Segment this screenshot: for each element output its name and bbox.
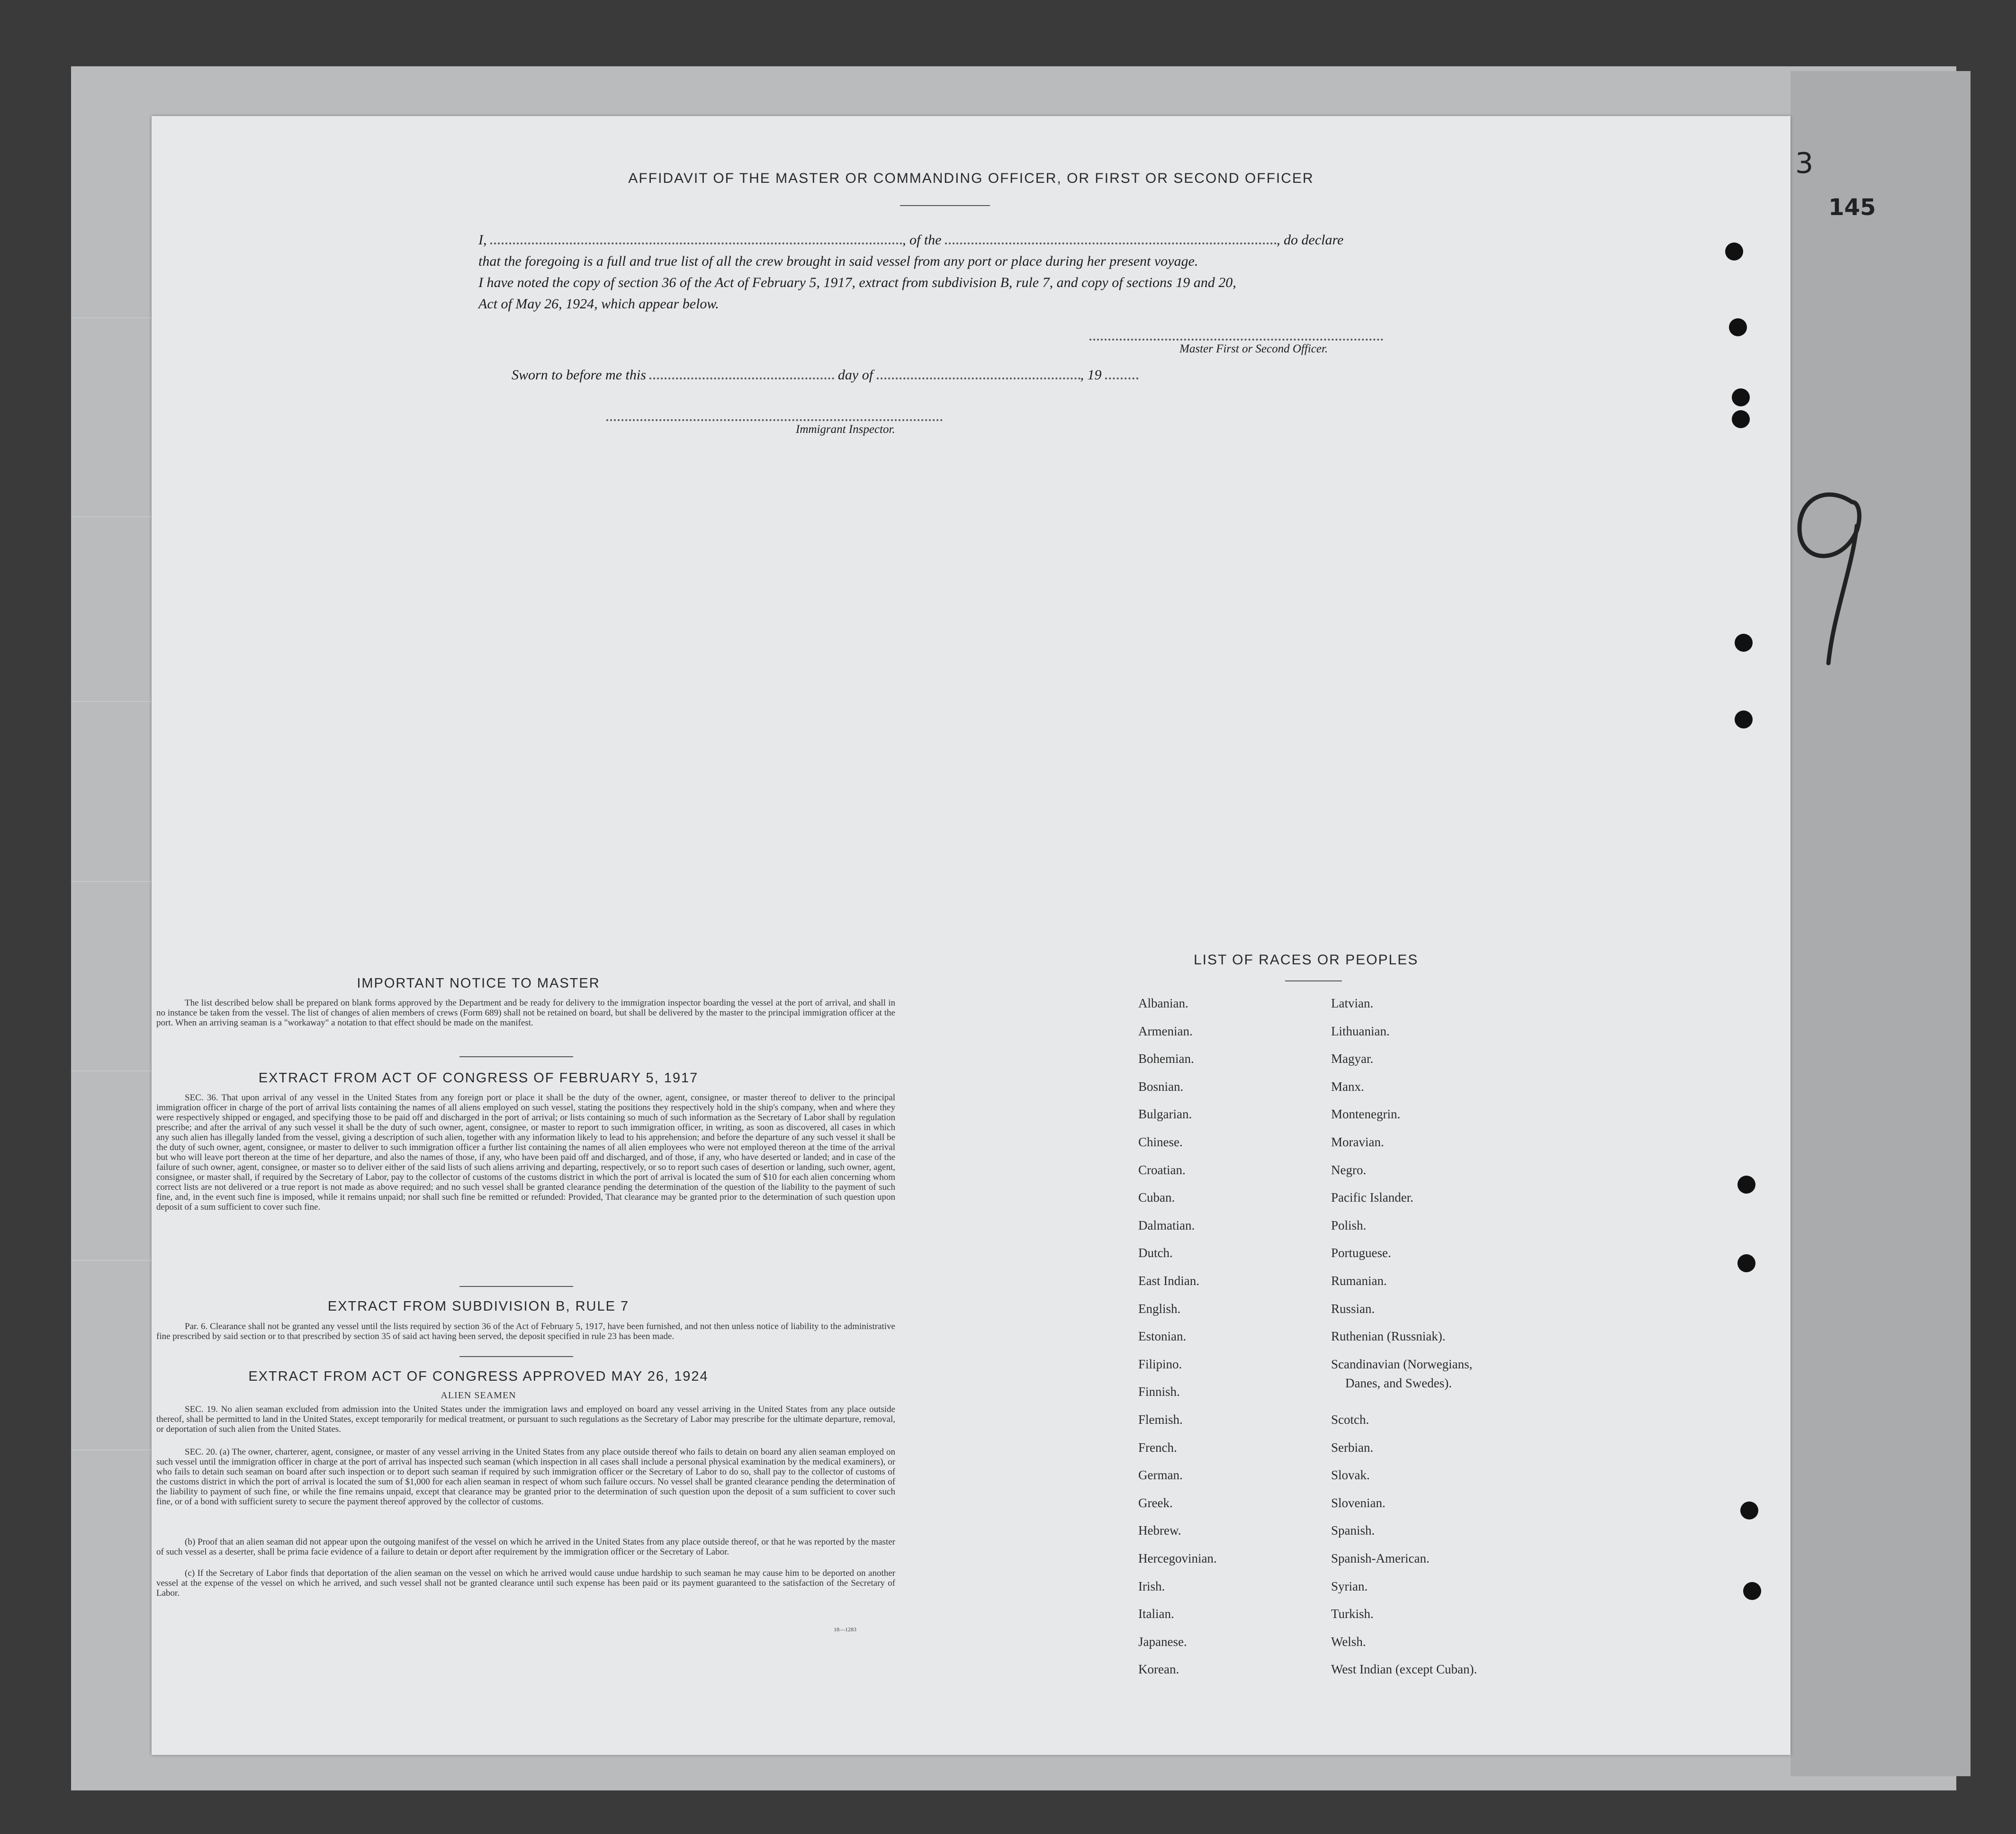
back-sheet-edge xyxy=(1791,71,1971,1776)
sec20a-text: SEC. 20. (a) The owner, charterer, agent, consignee, or master of any vessel arriving in the United States from any place outside thereof who fails to detain on board any alien seaman employed on such vessel until the immigration officer in charge at the port of arrival has inspected such seaman (which inspection in all cases shall include a personal physical examination by the medical examiners), or who fails to detain such seaman on board after such inspection or to deport such seaman if required by such immigration officer or the Secretary of Labor to do so, shall pay to the collector of customs of the customs district in which the port of arrival is located the sum of $1,000 for each alien seaman in respect of whom such failure occurs. No vessel shall be granted clearance pending the determination of the liability to payment of such fine, or while the fine remains unpaid, except that clearance may be granted prior to the determination of such question upon the deposit of a sum sufficient to cover such fine, or of a bond with sufficient surety to secure the payment thereof approved by the collector of customs. xyxy=(156,1447,895,1507)
binder-hole xyxy=(1737,1176,1755,1194)
race-item: Korean. xyxy=(1138,1662,1179,1677)
ruled-line xyxy=(71,1070,156,1071)
sworn-line xyxy=(512,367,1138,383)
binder-hole xyxy=(1735,634,1753,652)
vessel-blank[interactable] xyxy=(945,243,1277,244)
race-item: Italian. xyxy=(1138,1607,1174,1621)
race-item: Filipino. xyxy=(1138,1357,1182,1371)
ruled-line xyxy=(71,701,156,702)
race-item: Moravian. xyxy=(1331,1135,1384,1149)
binder-hole xyxy=(1743,1582,1761,1600)
race-item: Japanese. xyxy=(1138,1634,1187,1649)
race-item: Dutch. xyxy=(1138,1246,1173,1260)
subdivision-b-text: Par. 6. Clearance shall not be granted any vessel until the lists required by section 36 of the Act of February 5, 1917, have been furnished, and not then unless notice of liability to the administrative fine prescribed by said section or to that prescribed by section 35 of said act having been served, the deposit specified in rule 23 has been made. xyxy=(156,1322,895,1341)
races-title: LIST OF RACES OR PEOPLES xyxy=(1194,952,1419,968)
section-divider xyxy=(459,1286,573,1287)
sec20b-text: (b) Proof that an alien seaman did not appear upon the outgoing manifest of the vessel on which he arrived in the United States from any place outside thereof, or that he was reported by the master of such vessel as a deserter, shall be prima facie evidence of a failure to detain or deport after requirement by the immigration officer or the Secretary of Labor. xyxy=(156,1537,895,1557)
race-item: Greek. xyxy=(1138,1495,1173,1510)
ruled-line xyxy=(71,1260,156,1261)
sworn-year-blank[interactable] xyxy=(1105,378,1138,379)
race-item: Russian. xyxy=(1331,1301,1375,1316)
race-item: Finnish. xyxy=(1138,1384,1180,1399)
sec19-text: SEC. 19. No alien seaman excluded from admission into the United States under the immigration laws and employed on board any vessel arriving in the United States from any place outside thereof, shall be permitted to land in the United States, except temporarily for medical treatment, or pursuant to such regulations as the Secretary of Labor may prescribe for the ultimate departure, removal, or deportation of such alien from the United States. xyxy=(156,1404,895,1434)
section-divider xyxy=(459,1056,573,1057)
race-item: Negro. xyxy=(1331,1162,1367,1177)
affidavit-line-4: Act of May 26, 1924, which appear below. xyxy=(478,296,719,312)
race-item: East Indian. xyxy=(1138,1274,1199,1288)
extract-1917-title: EXTRACT FROM ACT OF CONGRESS OF FEBRUARY 5, 1917 xyxy=(258,1070,699,1086)
race-item-continuation: Danes, and Swedes). xyxy=(1345,1376,1452,1390)
master-signature-label: Master First or Second Officer. xyxy=(1179,342,1328,355)
race-item: English. xyxy=(1138,1301,1181,1316)
name-blank[interactable] xyxy=(490,243,902,244)
race-item: Serbian. xyxy=(1331,1440,1374,1455)
race-item: Latvian. xyxy=(1331,996,1374,1010)
sworn-text: Sworn to before me this xyxy=(512,367,646,383)
page-number: 145 xyxy=(1828,194,1876,221)
race-item: Hercegovinian. xyxy=(1138,1551,1217,1565)
race-item: Scandinavian (Norwegians, xyxy=(1331,1357,1473,1371)
race-item: French. xyxy=(1138,1440,1177,1455)
race-item: Irish. xyxy=(1138,1579,1165,1593)
extract-1917-text: SEC. 36. That upon arrival of any vessel in the United States from any foreign port or place it shall be the duty of the owner, agent, consignee, or master thereof to deliver to the principal immigration officer in charge of the port of arrival lists containing the names of all aliens employed on such vessel, stating the positions they respectively hold in the ship's company, when and where they were respectively shipped or engaged, and specifying those to be paid off and discharged in the port of arrival; or lists containing so much of such information as the Secretary of Labor shall by regulation prescribe; and after the arrival of any such vessel it shall be the duty of such owner, agent, consignee, or master to report to such immigration officer, in writing, as soon as discovered, all cases in which any such alien has illegally landed from the vessel, giving a description of such alien, together with any information likely to lead to his apprehension; and before the departure of any such vessel it shall be the duty of such owner, agent, consignee, or master to deliver to such immigration officer a further list containing the names of all alien employees who were not employed thereon at the time of the arrival but who will leave port thereon at the time of her departure, and also the names of those, if any, who have been paid off and discharged, and of those, if any, who have deserted or landed; and in case of the failure of such owner, agent, consignee, or master so to deliver either of the said lists of such aliens arriving and departing, respectively, or so to report such cases of desertion or landing, such owner, agent, consignee, or master shall, if required by the Secretary of Labor, pay to the collector of customs of the customs district in which the port of arrival is located the sum of $10 for each alien concerning whom correct lists are not delivered or a true report is not made as above required; and no such vessel shall be granted clearance pending the determination of the question of the liability to the payment of such fine, and, in the event such fine is imposed, while it remains unpaid; nor shall such fine be remitted or refunded: Provided, That clearance may be granted prior to the determination of such question upon deposit of a sum sufficient to cover such fine. xyxy=(156,1093,895,1212)
race-item: Montenegrin. xyxy=(1331,1107,1401,1122)
race-item: Chinese. xyxy=(1138,1135,1183,1149)
binder-hole xyxy=(1725,243,1743,261)
notice-text: The list described below shall be prepared on blank forms approved by the Department and be ready for delivery to the immigration inspector boarding the vessel at the port of arrival, and shall in no instance be taken from the vessel. The list of changes of alien members of crews (Form 689) shall not be retained on board, but shall be delivered by the master to the principal immigration officer at the port. When an arriving seaman is a "workaway" a notation to that effect should be made on the manifest. xyxy=(156,998,895,1028)
binder-hole xyxy=(1732,388,1750,406)
form-number: 18—1283 xyxy=(834,1626,856,1633)
race-item: Lithuanian. xyxy=(1331,1024,1390,1038)
ruled-line xyxy=(71,1449,156,1450)
ruled-line xyxy=(71,881,156,882)
race-item: Bosnian. xyxy=(1138,1079,1184,1094)
race-item: Welsh. xyxy=(1331,1634,1366,1649)
affidavit-line-3: I have noted the copy of section 36 of the Act of February 5, 1917, extract from subdivision B, rule 7, and copy of sections 19 and 20, xyxy=(478,275,1236,290)
race-item: Albanian. xyxy=(1138,996,1188,1010)
sworn-month-blank[interactable] xyxy=(877,378,1080,379)
subdivision-b-title: EXTRACT FROM SUBDIVISION B, RULE 7 xyxy=(327,1299,630,1314)
race-item: Hebrew. xyxy=(1138,1523,1181,1538)
race-item: Armenian. xyxy=(1138,1024,1193,1038)
affidavit-line-2: that the foregoing is a full and true list of all the crew brought in said vessel from any port or place during her present voyage. xyxy=(478,253,1198,269)
binder-hole xyxy=(1740,1501,1758,1519)
race-item: Dalmatian. xyxy=(1138,1218,1195,1232)
handwritten-nine-mark xyxy=(1781,474,1885,673)
binder-hole xyxy=(1729,318,1747,336)
sworn-day-blank[interactable] xyxy=(649,378,834,379)
race-item: Turkish. xyxy=(1331,1607,1374,1621)
race-item: Spanish-American. xyxy=(1331,1551,1430,1565)
hand-mark: 3 xyxy=(1795,147,1814,180)
day-of-text: day of xyxy=(837,367,873,383)
inspector-signature-blank[interactable] xyxy=(606,419,943,421)
extract-1924-title: EXTRACT FROM ACT OF CONGRESS APPROVED MAY 26, 1924 xyxy=(248,1369,709,1384)
form-page xyxy=(152,116,1791,1755)
affidavit-of-the: , of the xyxy=(902,232,942,248)
year-prefix: , 19 xyxy=(1080,367,1102,383)
affidavit-declare: , do declare xyxy=(1277,232,1344,248)
race-item: Ruthenian (Russniak). xyxy=(1331,1329,1446,1344)
race-item: Slovak. xyxy=(1331,1468,1370,1483)
race-item: Bulgarian. xyxy=(1138,1107,1192,1122)
binder-hole xyxy=(1737,1254,1755,1272)
affidavit-line-1 xyxy=(478,232,1343,248)
race-item: Croatian. xyxy=(1138,1162,1186,1177)
section-divider xyxy=(459,1356,573,1357)
binder-hole xyxy=(1735,710,1753,728)
race-item: West Indian (except Cuban). xyxy=(1331,1662,1477,1677)
binder-hole xyxy=(1732,410,1750,428)
races-divider xyxy=(1285,980,1342,981)
race-item: German. xyxy=(1138,1468,1183,1483)
race-item: Manx. xyxy=(1331,1079,1364,1094)
race-item: Flemish. xyxy=(1138,1412,1183,1427)
title-divider xyxy=(900,205,990,206)
race-item: Estonian. xyxy=(1138,1329,1187,1344)
race-item: Scotch. xyxy=(1331,1412,1369,1427)
ruled-line xyxy=(71,317,156,318)
sec20c-text: (c) If the Secretary of Labor finds that deportation of the alien seaman on the vessel on which he arrived would cause undue hardship to such seaman he may cause him to be deported on another vessel at the expense of the vessel on which he arrived, and such vessel shall not be granted clearance until such expense has been paid or its payment guaranteed to the satisfaction of the Secretary of Labor. xyxy=(156,1568,895,1598)
race-item: Rumanian. xyxy=(1331,1274,1387,1288)
alien-seamen-subtitle: ALIEN SEAMEN xyxy=(441,1390,516,1401)
race-item: Syrian. xyxy=(1331,1579,1368,1593)
ruled-line xyxy=(71,516,156,517)
race-item: Portuguese. xyxy=(1331,1246,1391,1260)
race-item: Pacific Islander. xyxy=(1331,1190,1413,1205)
affidavit-i: I, xyxy=(478,232,487,248)
affidavit-title: AFFIDAVIT OF THE MASTER OR COMMANDING OFFICER, OR FIRST OR SECOND OFFICER xyxy=(628,171,1314,186)
notice-title: IMPORTANT NOTICE TO MASTER xyxy=(357,976,600,991)
race-item: Slovenian. xyxy=(1331,1495,1386,1510)
race-item: Cuban. xyxy=(1138,1190,1175,1205)
race-item: Magyar. xyxy=(1331,1052,1374,1066)
master-signature-blank[interactable] xyxy=(1089,339,1383,341)
race-item: Spanish. xyxy=(1331,1523,1375,1538)
race-item: Bohemian. xyxy=(1138,1052,1194,1066)
inspector-label: Immigrant Inspector. xyxy=(796,423,895,436)
race-item: Polish. xyxy=(1331,1218,1367,1232)
